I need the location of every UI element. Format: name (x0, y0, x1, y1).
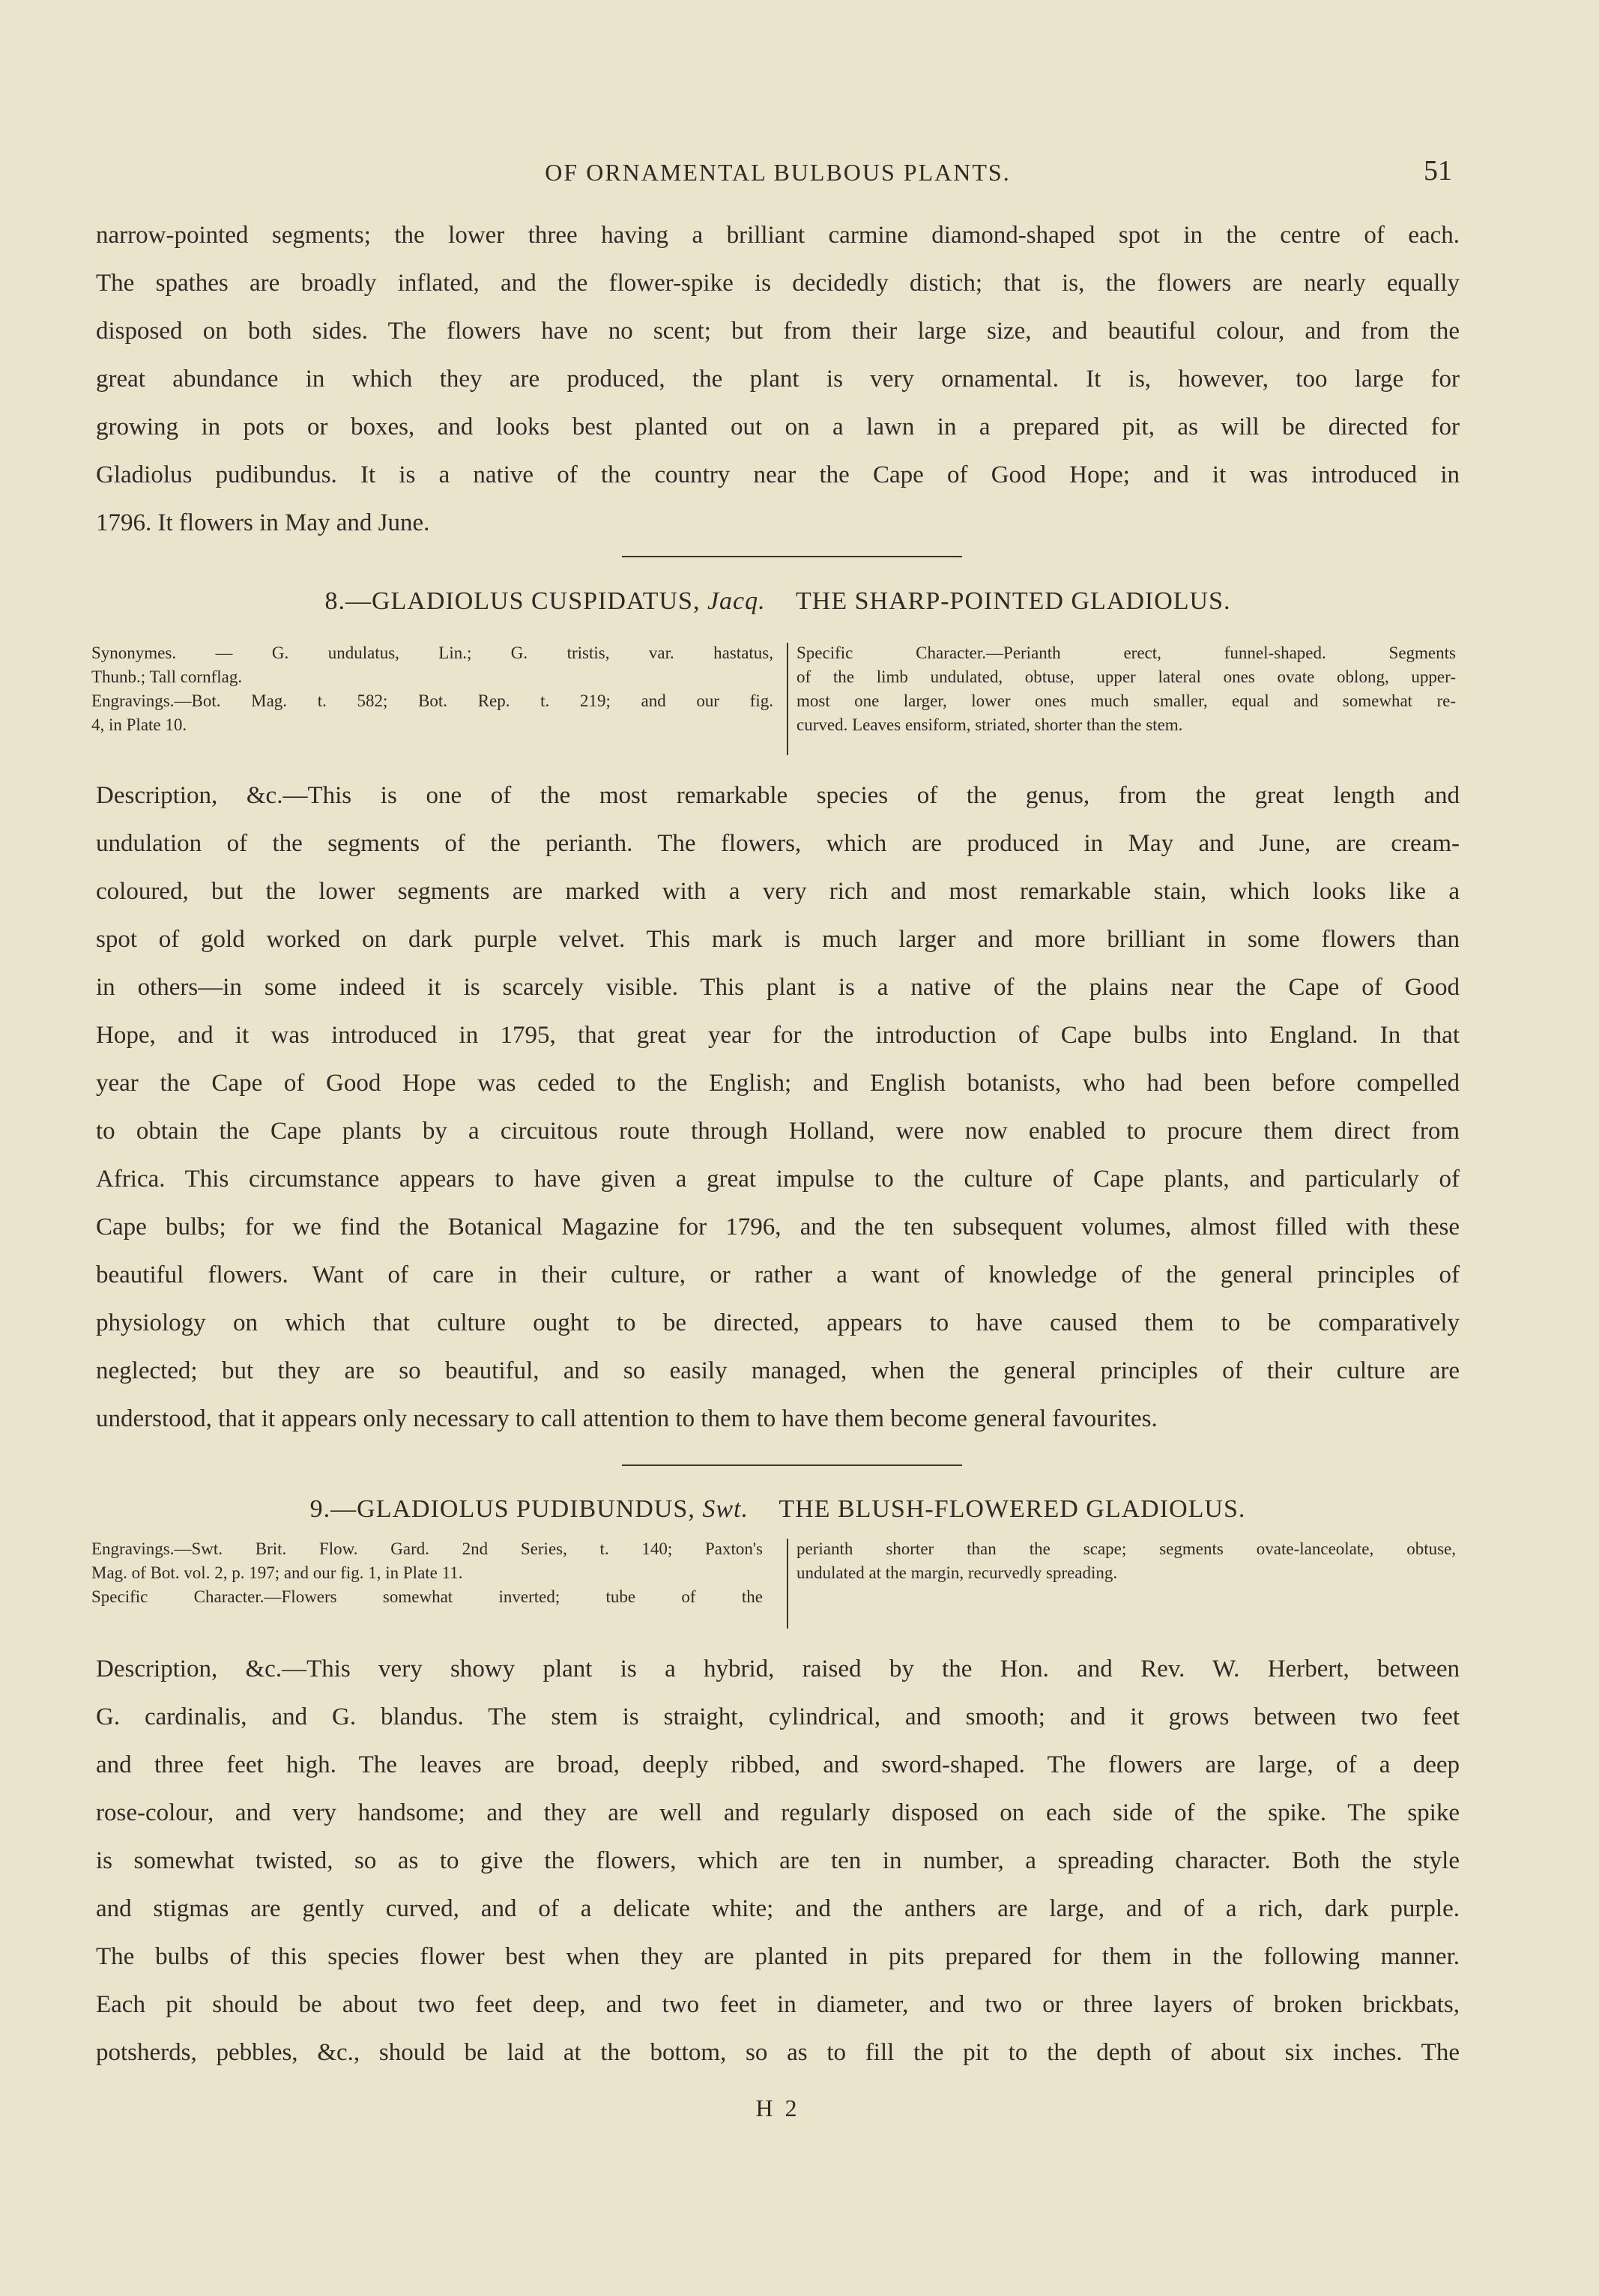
section-8-specific-character (797, 641, 1456, 737)
page-number: 51 (1424, 155, 1452, 187)
latin-name: GLADIOLUS PUDIBUNDUS, (357, 1495, 695, 1523)
text-line: potsherds, pebbles, &c., should be laid at the bottom, so as to fill the pit to the depth of about six inches. The (96, 2039, 1460, 2066)
section-8-heading: 8.—GLADIOLUS CUSPIDATUS, Jacq. THE SHARP-POINTED GLADIOLUS. (324, 587, 1231, 615)
section-number: 9. (309, 1495, 331, 1523)
text-line: Synonymes. — G. undulatus, Lin.; G. tristis, var. hastatus, (91, 643, 773, 662)
text-line: year the Cape of Good Hope was ceded to the English; and English botanists, who had been before compelled (96, 1070, 1460, 1097)
column-divider (787, 1539, 788, 1629)
text-line: 4, in Plate 10. (91, 715, 187, 734)
intro-paragraph (96, 211, 1460, 547)
text-line: is somewhat twisted, so as to give the flowers, which are ten in number, a spreading character. Both the style (96, 1847, 1460, 1874)
section-8-synonymes (91, 641, 773, 737)
running-title: OF ORNAMENTAL BULBOUS PLANTS. (545, 159, 1011, 186)
text-line: and three feet high. The leaves are broad, deeply ribbed, and sword-shaped. The flowers are large, of a deep (96, 1751, 1460, 1778)
text-line: undulated at the margin, recurvedly spreading. (797, 1563, 1118, 1582)
text-line: spot of gold worked on dark purple velvet. This mark is much larger and more brilliant in some flowers than (96, 926, 1460, 953)
text-line: rose-colour, and very handsome; and they are well and regularly disposed on each side of the spike. The spike (96, 1799, 1460, 1826)
text-line: perianth shorter than the scape; segments ovate-lanceolate, obtuse, (797, 1539, 1456, 1558)
text-line: The bulbs of this species flower best when they are planted in pits prepared for them in the following manner. (96, 1943, 1460, 1970)
author-abbrev: Jacq. (707, 587, 766, 615)
text-line: growing in pots or boxes, and looks best planted out on a lawn in a prepared pit, as will be directed for (96, 414, 1460, 440)
text-line: G. cardinalis, and G. blandus. The stem is straight, cylindrical, and smooth; and it grows between two feet (96, 1703, 1460, 1730)
text-line: to obtain the Cape plants by a circuitous route through Holland, were now enabled to procure them direct from (96, 1118, 1460, 1145)
text-line: coloured, but the lower segments are marked with a very rich and most remarkable stain, which looks like a (96, 878, 1460, 905)
text-line: Thunb.; Tall cornflag. (91, 667, 243, 686)
text-line: undulation of the segments of the perianth. The flowers, which are produced in May and June, are cream- (96, 830, 1460, 857)
text-line: Engravings.—Bot. Mag. t. 582; Bot. Rep. t. 219; and our fig. (91, 691, 773, 710)
text-line: Gladiolus pudibundus. It is a native of the country near the Cape of Good Hope; and it was introduced in (96, 461, 1460, 488)
signature-mark: H 2 (755, 2094, 800, 2121)
text-line: beautiful flowers. Want of care in their culture, or rather a want of knowledge of the general principles of (96, 1261, 1460, 1288)
text-line: neglected; but they are so beautiful, and so easily managed, when the general principles of their culture are (96, 1357, 1460, 1384)
column-divider (787, 643, 788, 755)
text-line: curved. Leaves ensiform, striated, shorter than the stem. (797, 715, 1183, 734)
section-number: 8. (324, 587, 345, 615)
text-line: great abundance in which they are produced, the plant is very ornamental. It is, however, too large for (96, 366, 1460, 393)
text-line: physiology on which that culture ought to be directed, appears to have caused them to be comparatively (96, 1309, 1460, 1336)
text-line: Specific Character.—Perianth erect, funnel-shaped. Segments (797, 643, 1456, 662)
text-line: The spathes are broadly inflated, and the flower-spike is decidedly distich; that is, the flowers are nearly equally (96, 270, 1460, 297)
section-8-description (96, 772, 1460, 1443)
text-line: Africa. This circumstance appears to have given a great impulse to the culture of Cape plants, and particularly of (96, 1166, 1460, 1193)
english-name: THE BLUSH-FLOWERED GLADIOLUS. (779, 1495, 1246, 1523)
text-line: Cape bulbs; for we find the Botanical Magazine for 1796, and the ten subsequent volumes, almost filled with these (96, 1214, 1460, 1241)
english-name: THE SHARP-POINTED GLADIOLUS. (796, 587, 1231, 615)
section-9-heading: 9.—GLADIOLUS PUDIBUNDUS, Swt. THE BLUSH-FLOWERED GLADIOLUS. (309, 1495, 1246, 1523)
text-line: and stigmas are gently curved, and of a delicate white; and the anthers are large, and of a rich, dark purple. (96, 1895, 1460, 1922)
text-line: 1796. It flowers in May and June. (96, 509, 430, 536)
text-line: Mag. of Bot. vol. 2, p. 197; and our fig. 1, in Plate 11. (91, 1563, 463, 1582)
latin-name: GLADIOLUS CUSPIDATUS, (371, 587, 701, 615)
text-line: most one larger, lower ones much smaller, equal and somewhat re- (797, 691, 1456, 710)
text-line: disposed on both sides. The flowers have no scent; but from their large size, and beautiful colour, and from the (96, 318, 1460, 345)
text-line: understood, that it appears only necessary to call attention to them to have them become general favourites. (96, 1405, 1158, 1432)
text-line: Each pit should be about two feet deep, and two feet in diameter, and two or three layers of broken brickbats, (96, 1991, 1460, 2018)
section-divider (622, 556, 962, 557)
text-line: of the limb undulated, obtuse, upper lateral ones ovate oblong, upper- (797, 667, 1456, 686)
section-9-specific-character (797, 1537, 1456, 1585)
text-line: narrow-pointed segments; the lower three having a brilliant carmine diamond-shaped spot in the centre of each. (96, 222, 1460, 249)
text-line: Specific Character.—Flowers somewhat inverted; tube of the (91, 1587, 763, 1606)
section-9-engravings (91, 1537, 763, 1609)
author-abbrev: Swt. (702, 1495, 749, 1523)
text-line: Description, &c.—This very showy plant is a hybrid, raised by the Hon. and Rev. W. Herbert, between (96, 1656, 1460, 1682)
text-line: Engravings.—Swt. Brit. Flow. Gard. 2nd Series, t. 140; Paxton's (91, 1539, 763, 1558)
text-line: Hope, and it was introduced in 1795, that great year for the introduction of Cape bulbs into England. In that (96, 1022, 1460, 1049)
section-divider (622, 1464, 962, 1466)
section-9-description (96, 1645, 1460, 2077)
text-line: Description, &c.—This is one of the most remarkable species of the genus, from the great length and (96, 782, 1460, 809)
text-line: in others—in some indeed it is scarcely visible. This plant is a native of the plains near the Cape of Good (96, 974, 1460, 1001)
